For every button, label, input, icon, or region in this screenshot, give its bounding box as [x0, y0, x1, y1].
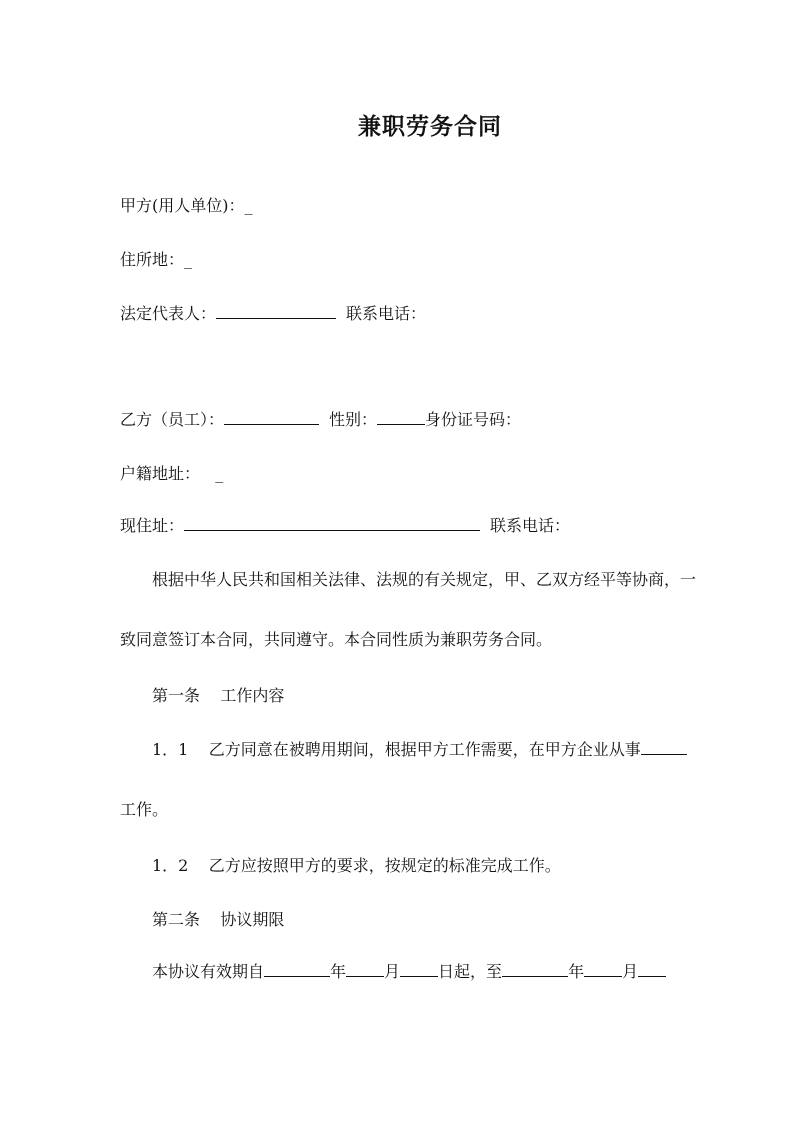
article-1-title	[152, 686, 284, 706]
hukou-address: 户籍地址： _	[120, 464, 224, 483]
intro-paragraph-line-2	[120, 630, 552, 650]
gender-label: 性别：	[329, 410, 378, 429]
end-year-blank	[502, 962, 568, 977]
end-day-blank	[638, 962, 666, 977]
term-month2-label: 月	[622, 962, 639, 981]
gender-blank	[377, 410, 425, 425]
hukou-line	[120, 464, 223, 484]
party-a-phone-label: 联系电话：	[346, 304, 427, 323]
start-year-blank	[264, 962, 330, 977]
term-year2-label: 年	[568, 962, 585, 981]
party-b-name-blank	[224, 410, 319, 425]
term-line	[152, 962, 666, 982]
party-a-address-line	[120, 250, 192, 270]
current-address-blank	[184, 516, 480, 531]
end-month-blank	[584, 962, 622, 977]
party-a-line	[120, 196, 253, 216]
article-1-heading: 第一条 工作内容	[152, 686, 285, 705]
party-b-line	[120, 410, 521, 430]
intro-paragraph-line-1	[152, 570, 696, 590]
start-month-blank	[346, 962, 384, 977]
clause-1-1-line	[152, 740, 687, 760]
term-year-label: 年	[330, 962, 347, 981]
article-2-heading: 第二条 协议期限	[152, 910, 285, 929]
intro-text-1: 根据中华人民共和国相关法律、法规的有关规定，甲、乙双方经平等协商，一	[152, 570, 697, 589]
current-address-label: 现住址：	[120, 516, 185, 535]
legal-rep-blank	[216, 304, 336, 319]
term-day-from-label: 日起，至	[438, 962, 503, 981]
party-a-address: 住所地：_	[120, 250, 193, 269]
party-b-label: 乙方（员工）：	[120, 410, 225, 429]
start-day-blank	[400, 962, 438, 977]
term-prefix: 本协议有效期自	[152, 962, 265, 981]
term-month-label: 月	[384, 962, 401, 981]
document-title: 兼职劳务合同	[358, 113, 502, 140]
clause-1-2-line	[152, 856, 561, 876]
current-address-line	[120, 516, 570, 536]
article-2-title	[152, 910, 284, 930]
clause-1-1-text: 1．1 乙方同意在被聘用期间，根据甲方工作需要，在甲方企业从事	[152, 740, 641, 759]
party-a-label: 甲方(用人单位)：_	[120, 196, 253, 215]
clause-1-1-cont-text: 工作。	[120, 800, 169, 819]
intro-text-2: 致同意签订本合同，共同遵守。本合同性质为兼职劳务合同。	[120, 630, 553, 649]
clause-1-2-text: 1．2 乙方应按照甲方的要求，按规定的标准完成工作。	[152, 856, 561, 875]
legal-rep-line	[120, 304, 426, 324]
id-number-label: 身份证号码：	[425, 410, 522, 429]
legal-rep-label: 法定代表人：	[120, 304, 217, 323]
clause-1-1-cont	[120, 800, 168, 820]
party-b-phone-label: 联系电话：	[490, 516, 571, 535]
job-blank	[641, 740, 687, 755]
